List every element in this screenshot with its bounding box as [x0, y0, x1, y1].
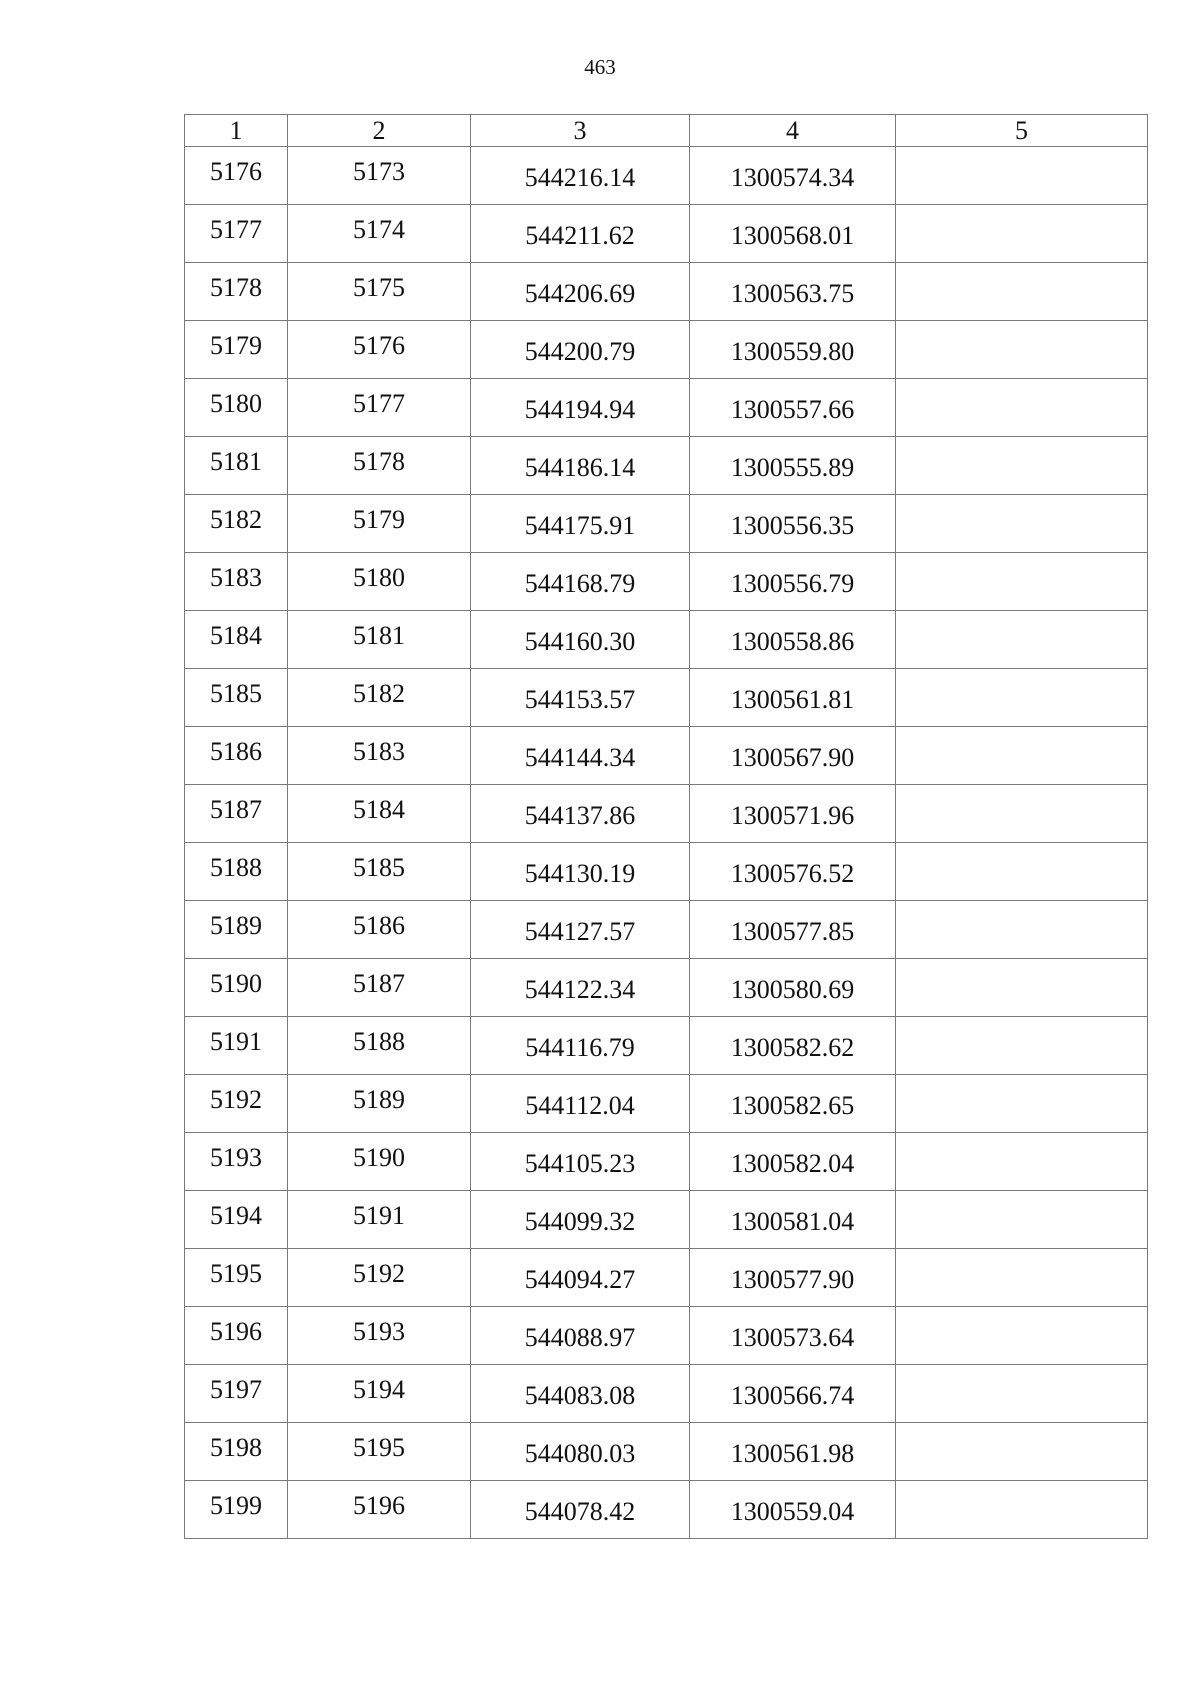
table-cell-col-2: 5192 [288, 1249, 471, 1307]
header-row [185, 115, 1148, 147]
table-cell-col-2: 5179 [288, 495, 471, 553]
table-cell-col-2: 5186 [288, 901, 471, 959]
table-row [185, 205, 1148, 263]
table-cell-col-5 [896, 495, 1148, 553]
column-header-5: 5 [896, 115, 1148, 147]
table-cell-col-1: 5187 [185, 785, 288, 843]
table-cell-col-3: 544168.79 [471, 553, 690, 611]
table-cell-col-3: 544099.32 [471, 1191, 690, 1249]
table-cell-col-1: 5190 [185, 959, 288, 1017]
table-cell-col-2: 5176 [288, 321, 471, 379]
table-cell-col-4: 1300558.86 [690, 611, 896, 669]
table-cell-col-4: 1300557.66 [690, 379, 896, 437]
column-header-3: 3 [471, 115, 690, 147]
table-cell-col-1: 5178 [185, 263, 288, 321]
table-cell-col-2: 5195 [288, 1423, 471, 1481]
table-cell-col-5 [896, 1423, 1148, 1481]
table-row [185, 1365, 1148, 1423]
table-cell-col-5 [896, 1365, 1148, 1423]
table-cell-col-2: 5190 [288, 1133, 471, 1191]
table-cell-col-5 [896, 1075, 1148, 1133]
table-row [185, 147, 1148, 205]
table-cell-col-1: 5182 [185, 495, 288, 553]
table-cell-col-4: 1300561.98 [690, 1423, 896, 1481]
table-cell-col-5 [896, 1017, 1148, 1075]
table-cell-col-5 [896, 669, 1148, 727]
table-cell-col-4: 1300582.04 [690, 1133, 896, 1191]
table-cell-col-5 [896, 205, 1148, 263]
table-cell-col-5 [896, 321, 1148, 379]
table-row [185, 321, 1148, 379]
table-row [185, 1481, 1148, 1539]
table-cell-col-3: 544116.79 [471, 1017, 690, 1075]
table-cell-col-2: 5178 [288, 437, 471, 495]
table-cell-col-4: 1300577.90 [690, 1249, 896, 1307]
table-body [185, 147, 1148, 1539]
table-cell-col-3: 544080.03 [471, 1423, 690, 1481]
table-cell-col-2: 5185 [288, 843, 471, 901]
table-cell-col-5 [896, 437, 1148, 495]
table-cell-col-3: 544211.62 [471, 205, 690, 263]
table-cell-col-2: 5183 [288, 727, 471, 785]
table-cell-col-2: 5177 [288, 379, 471, 437]
table-cell-col-4: 1300576.52 [690, 843, 896, 901]
table-cell-col-5 [896, 727, 1148, 785]
table-cell-col-1: 5193 [185, 1133, 288, 1191]
table-cell-col-5 [896, 785, 1148, 843]
table-cell-col-3: 544127.57 [471, 901, 690, 959]
table-row [185, 1249, 1148, 1307]
table-row [185, 959, 1148, 1017]
table-row [185, 1191, 1148, 1249]
table-cell-col-2: 5175 [288, 263, 471, 321]
table-row [185, 1133, 1148, 1191]
table-row [185, 437, 1148, 495]
table-cell-col-3: 544112.04 [471, 1075, 690, 1133]
table-cell-col-5 [896, 263, 1148, 321]
table-cell-col-1: 5194 [185, 1191, 288, 1249]
table-cell-col-4: 1300582.62 [690, 1017, 896, 1075]
table-cell-col-2: 5196 [288, 1481, 471, 1539]
table-cell-col-4: 1300581.04 [690, 1191, 896, 1249]
table-cell-col-4: 1300559.04 [690, 1481, 896, 1539]
table-cell-col-3: 544078.42 [471, 1481, 690, 1539]
table-cell-col-2: 5194 [288, 1365, 471, 1423]
table-cell-col-4: 1300561.81 [690, 669, 896, 727]
table-cell-col-1: 5188 [185, 843, 288, 901]
table-cell-col-2: 5174 [288, 205, 471, 263]
column-header-2: 2 [288, 115, 471, 147]
column-header-4: 4 [690, 115, 896, 147]
table-cell-col-5 [896, 1249, 1148, 1307]
table-cell-col-3: 544083.08 [471, 1365, 690, 1423]
table-cell-col-1: 5184 [185, 611, 288, 669]
table-row [185, 669, 1148, 727]
table-cell-col-3: 544144.34 [471, 727, 690, 785]
table-cell-col-4: 1300563.75 [690, 263, 896, 321]
table-cell-col-2: 5173 [288, 147, 471, 205]
table-cell-col-4: 1300571.96 [690, 785, 896, 843]
table-cell-col-1: 5191 [185, 1017, 288, 1075]
table-cell-col-3: 544160.30 [471, 611, 690, 669]
table-cell-col-4: 1300567.90 [690, 727, 896, 785]
table-cell-col-5 [896, 843, 1148, 901]
table-cell-col-4: 1300574.34 [690, 147, 896, 205]
table-cell-col-4: 1300577.85 [690, 901, 896, 959]
table-cell-col-4: 1300580.69 [690, 959, 896, 1017]
table-cell-col-2: 5184 [288, 785, 471, 843]
table-cell-col-5 [896, 553, 1148, 611]
table-cell-col-1: 5177 [185, 205, 288, 263]
table-cell-col-4: 1300556.35 [690, 495, 896, 553]
table-cell-col-3: 544175.91 [471, 495, 690, 553]
table-row [185, 379, 1148, 437]
table-cell-col-1: 5189 [185, 901, 288, 959]
table-header [185, 115, 1148, 147]
table-cell-col-1: 5196 [185, 1307, 288, 1365]
table-cell-col-2: 5187 [288, 959, 471, 1017]
table-row [185, 611, 1148, 669]
table-row [185, 843, 1148, 901]
table-cell-col-4: 1300559.80 [690, 321, 896, 379]
table-cell-col-1: 5195 [185, 1249, 288, 1307]
table-cell-col-1: 5199 [185, 1481, 288, 1539]
table-cell-col-2: 5189 [288, 1075, 471, 1133]
table-cell-col-2: 5191 [288, 1191, 471, 1249]
table-cell-col-1: 5197 [185, 1365, 288, 1423]
table-cell-col-1: 5180 [185, 379, 288, 437]
table-cell-col-1: 5185 [185, 669, 288, 727]
table-cell-col-3: 544194.94 [471, 379, 690, 437]
table-cell-col-2: 5193 [288, 1307, 471, 1365]
table-cell-col-5 [896, 147, 1148, 205]
table-cell-col-4: 1300566.74 [690, 1365, 896, 1423]
table-cell-col-3: 544130.19 [471, 843, 690, 901]
table-cell-col-4: 1300568.01 [690, 205, 896, 263]
table-cell-col-5 [896, 1481, 1148, 1539]
table-cell-col-3: 544186.14 [471, 437, 690, 495]
table-cell-col-1: 5183 [185, 553, 288, 611]
table-cell-col-5 [896, 1133, 1148, 1191]
table-row [185, 1307, 1148, 1365]
table-cell-col-3: 544088.97 [471, 1307, 690, 1365]
table-cell-col-3: 544153.57 [471, 669, 690, 727]
table-cell-col-3: 544206.69 [471, 263, 690, 321]
table-cell-col-4: 1300573.64 [690, 1307, 896, 1365]
table-cell-col-3: 544122.34 [471, 959, 690, 1017]
table-row [185, 785, 1148, 843]
table-cell-col-5 [896, 1191, 1148, 1249]
table-cell-col-1: 5179 [185, 321, 288, 379]
table-cell-col-1: 5198 [185, 1423, 288, 1481]
table-row [185, 901, 1148, 959]
table-cell-col-3: 544200.79 [471, 321, 690, 379]
table-row [185, 727, 1148, 785]
table-row [185, 263, 1148, 321]
table-cell-col-4: 1300555.89 [690, 437, 896, 495]
table-cell-col-5 [896, 611, 1148, 669]
table-cell-col-1: 5186 [185, 727, 288, 785]
table-cell-col-5 [896, 959, 1148, 1017]
table-row [185, 1423, 1148, 1481]
table-cell-col-3: 544137.86 [471, 785, 690, 843]
table-cell-col-2: 5180 [288, 553, 471, 611]
coordinates-table [184, 114, 1148, 1539]
table-cell-col-4: 1300582.65 [690, 1075, 896, 1133]
table-cell-col-3: 544094.27 [471, 1249, 690, 1307]
table-cell-col-1: 5176 [185, 147, 288, 205]
table-row [185, 1075, 1148, 1133]
table-cell-col-2: 5188 [288, 1017, 471, 1075]
table-cell-col-5 [896, 1307, 1148, 1365]
table-cell-col-5 [896, 379, 1148, 437]
table-cell-col-4: 1300556.79 [690, 553, 896, 611]
table-cell-col-2: 5182 [288, 669, 471, 727]
table-cell-col-3: 544216.14 [471, 147, 690, 205]
table-cell-col-3: 544105.23 [471, 1133, 690, 1191]
page-number: 463 [584, 55, 616, 79]
table-cell-col-2: 5181 [288, 611, 471, 669]
table-row [185, 1017, 1148, 1075]
table-cell-col-1: 5181 [185, 437, 288, 495]
table-cell-col-1: 5192 [185, 1075, 288, 1133]
table-cell-col-5 [896, 901, 1148, 959]
table-row [185, 495, 1148, 553]
table-row [185, 553, 1148, 611]
column-header-1: 1 [185, 115, 288, 147]
